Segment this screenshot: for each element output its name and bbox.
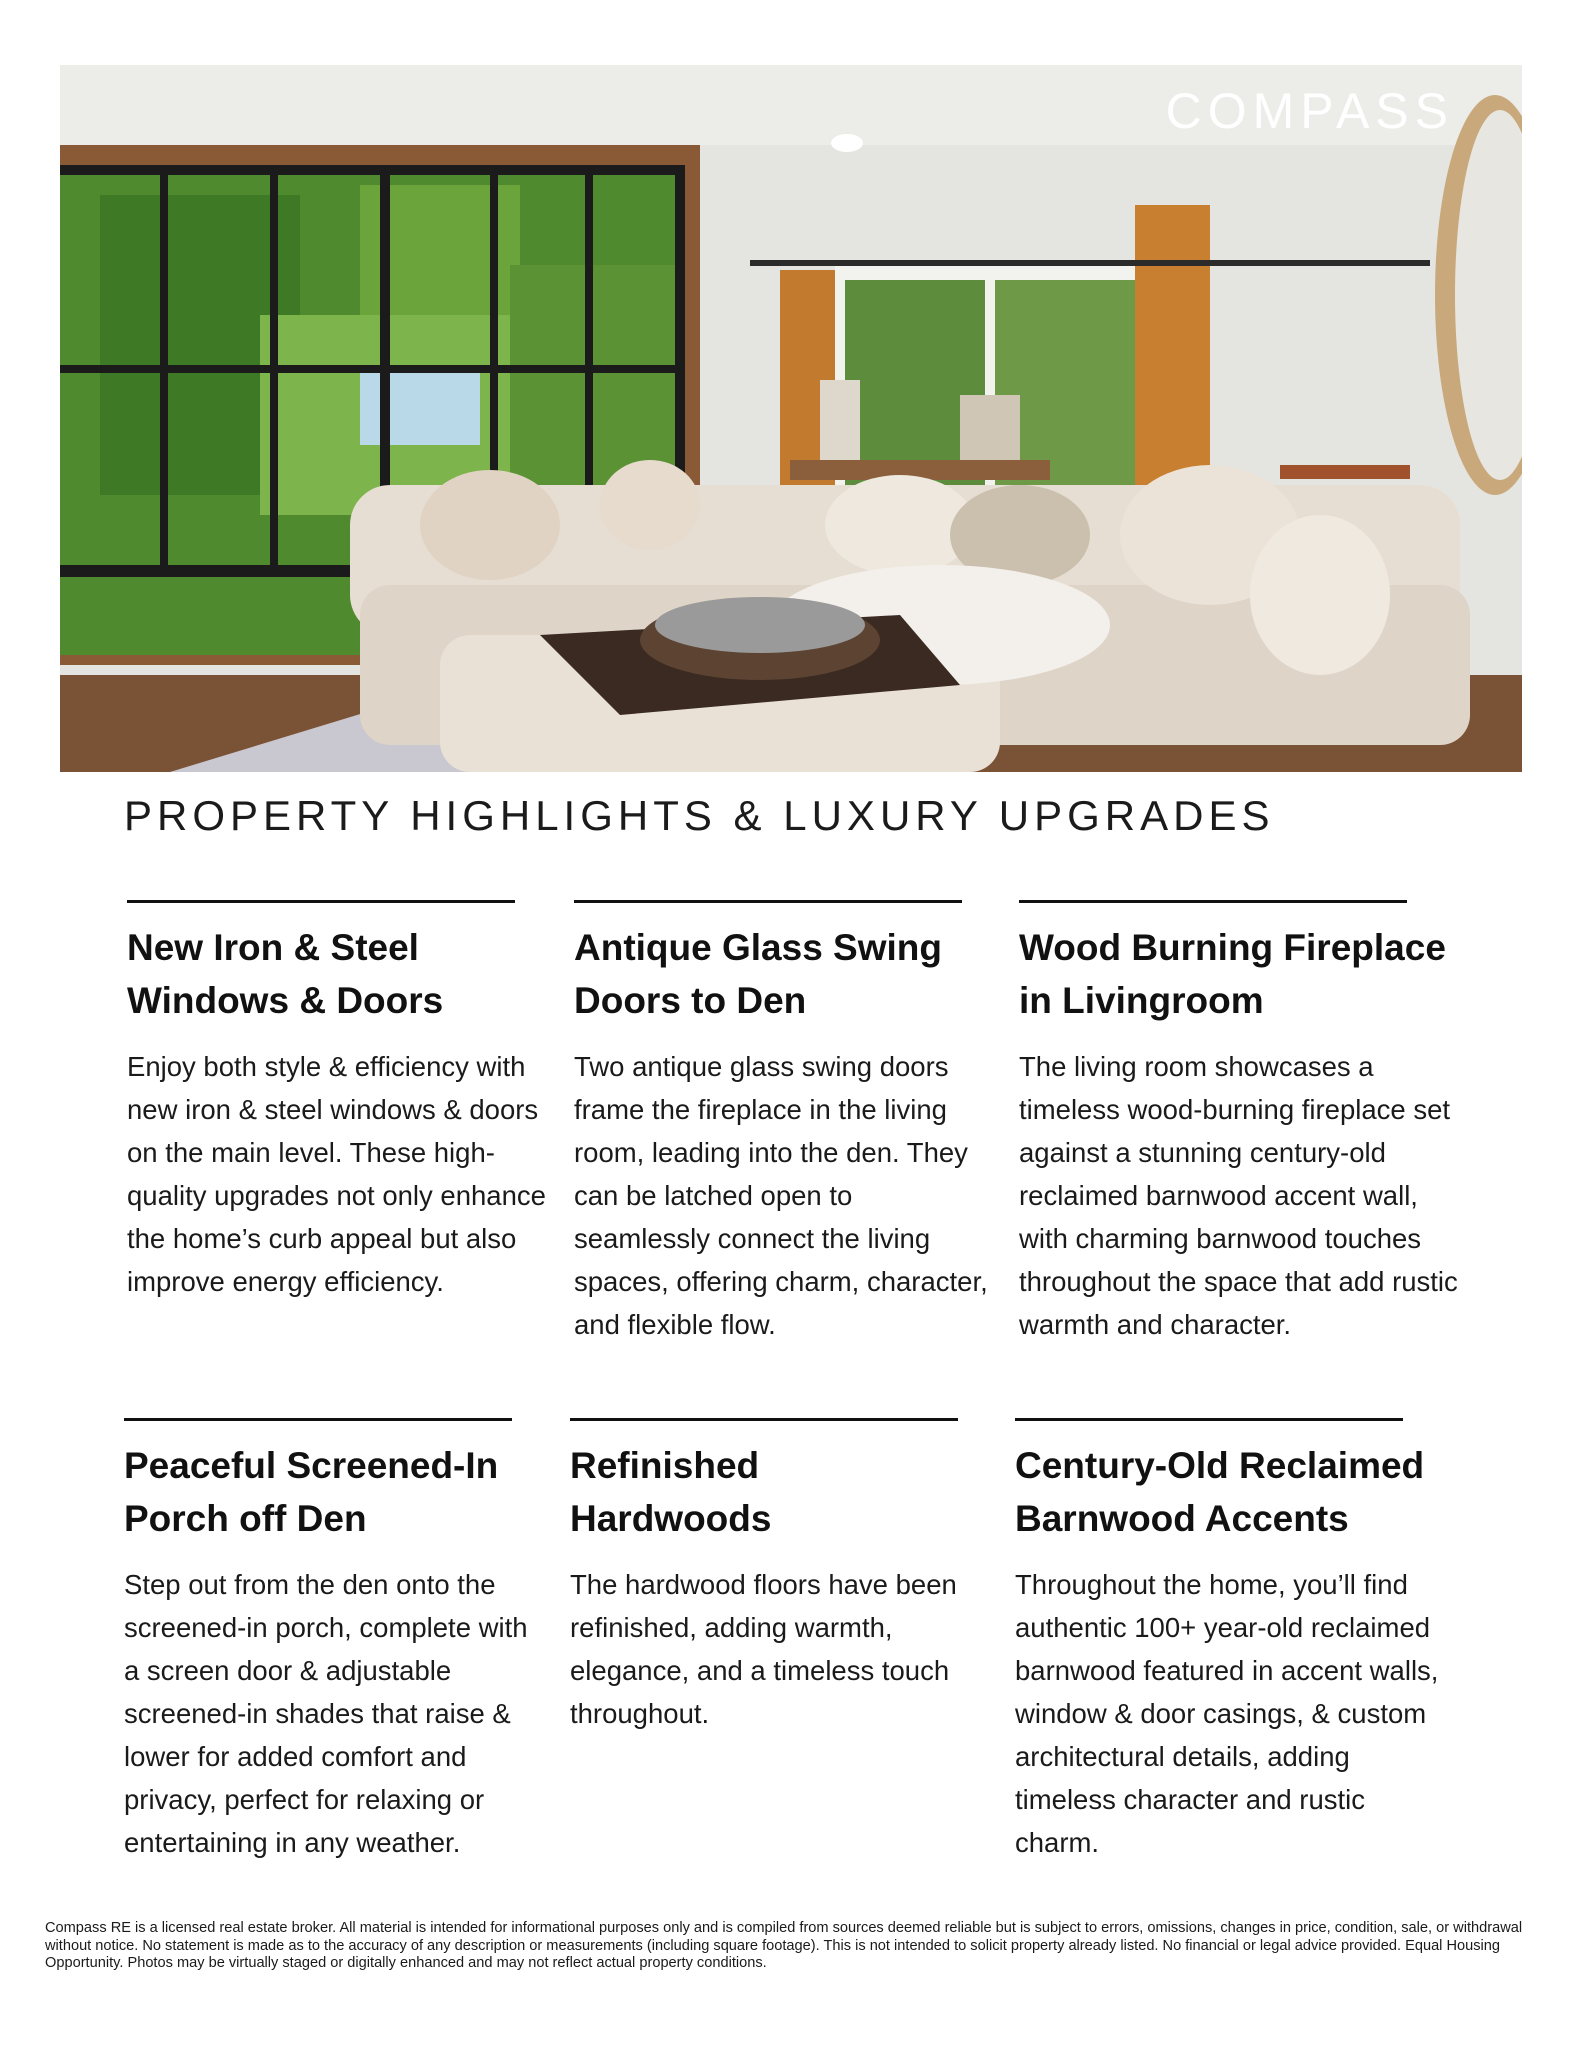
feature-iron-steel-windows (127, 900, 567, 1303)
feature-body: Throughout the home, you’ll find authentic 100+ year-old reclaimed barnwood featured in accent walls, window & door casings, & custom architectural details, adding timeless character and rustic charm. (1015, 1569, 1439, 1858)
hero-photo (60, 65, 1522, 772)
feature-body: Two antique glass swing doors frame the fireplace in the living room, leading into the den. They can be latched open to seamlessly connect the living spaces, offering charm, character, and flexible flow. (574, 1051, 988, 1340)
feature-refinished-hardwoods (570, 1418, 990, 1735)
feature-title: Peaceful Screened-In Porch off Den (124, 1445, 499, 1539)
feature-body: Enjoy both style & efficiency with new iron & steel windows & doors on the main level. These high-quality upgrades not only enhance the home’s curb appeal but also improve energy efficiency. (127, 1051, 546, 1297)
compass-logo: COMPASS (1165, 83, 1454, 139)
divider (127, 900, 515, 903)
feature-screened-porch (124, 1418, 564, 1864)
feature-body: Step out from the den onto the screened-in porch, complete with a screen door & adjustable screened-in shades that raise & lower for added comfort and privacy, perfect for relaxing or entertaining in any weather. (124, 1569, 528, 1858)
divider (124, 1418, 512, 1421)
divider (1015, 1418, 1403, 1421)
feature-body: The hardwood floors have been refinished, adding warmth, elegance, and a timeless touch throughout. (570, 1569, 957, 1729)
feature-barnwood-accents (1015, 1418, 1455, 1864)
feature-title: Refinished Hardwoods (570, 1445, 772, 1539)
feature-glass-swing-doors (574, 900, 1014, 1346)
feature-wood-burning-fireplace (1019, 900, 1459, 1346)
divider (574, 900, 962, 903)
feature-title: Century-Old Reclaimed Barnwood Accents (1015, 1445, 1425, 1539)
divider (570, 1418, 958, 1421)
living-room-image (60, 65, 1522, 772)
legal-disclaimer: Compass RE is a licensed real estate broker. All material is intended for informational purposes only and is compiled from sources deemed reliable but is subject to errors, omissions, changes in price, condition, sale, or withdrawal without notice. No statement is made as to the accuracy of any description or measurements (including square footage). This is not intended to solicit property already listed. No financial or legal advice provided. Equal Housing Opportunity. Photos may be virtually staged or digitally enhanced and may not reflect actual property conditions. (45, 1920, 1523, 1971)
divider (1019, 900, 1407, 903)
section-title: PROPERTY HIGHLIGHTS & LUXURY UPGRADES (124, 792, 1275, 839)
feature-body: The living room showcases a timeless wood-burning fireplace set against a stunning century-old reclaimed barnwood accent wall, with charming barnwood touches throughout the space that add rustic warmth and character. (1019, 1051, 1458, 1340)
feature-title: Wood Burning Fireplace in Livingroom (1019, 927, 1446, 1021)
feature-title: New Iron & Steel Windows & Doors (127, 927, 444, 1021)
feature-title: Antique Glass Swing Doors to Den (574, 927, 942, 1021)
